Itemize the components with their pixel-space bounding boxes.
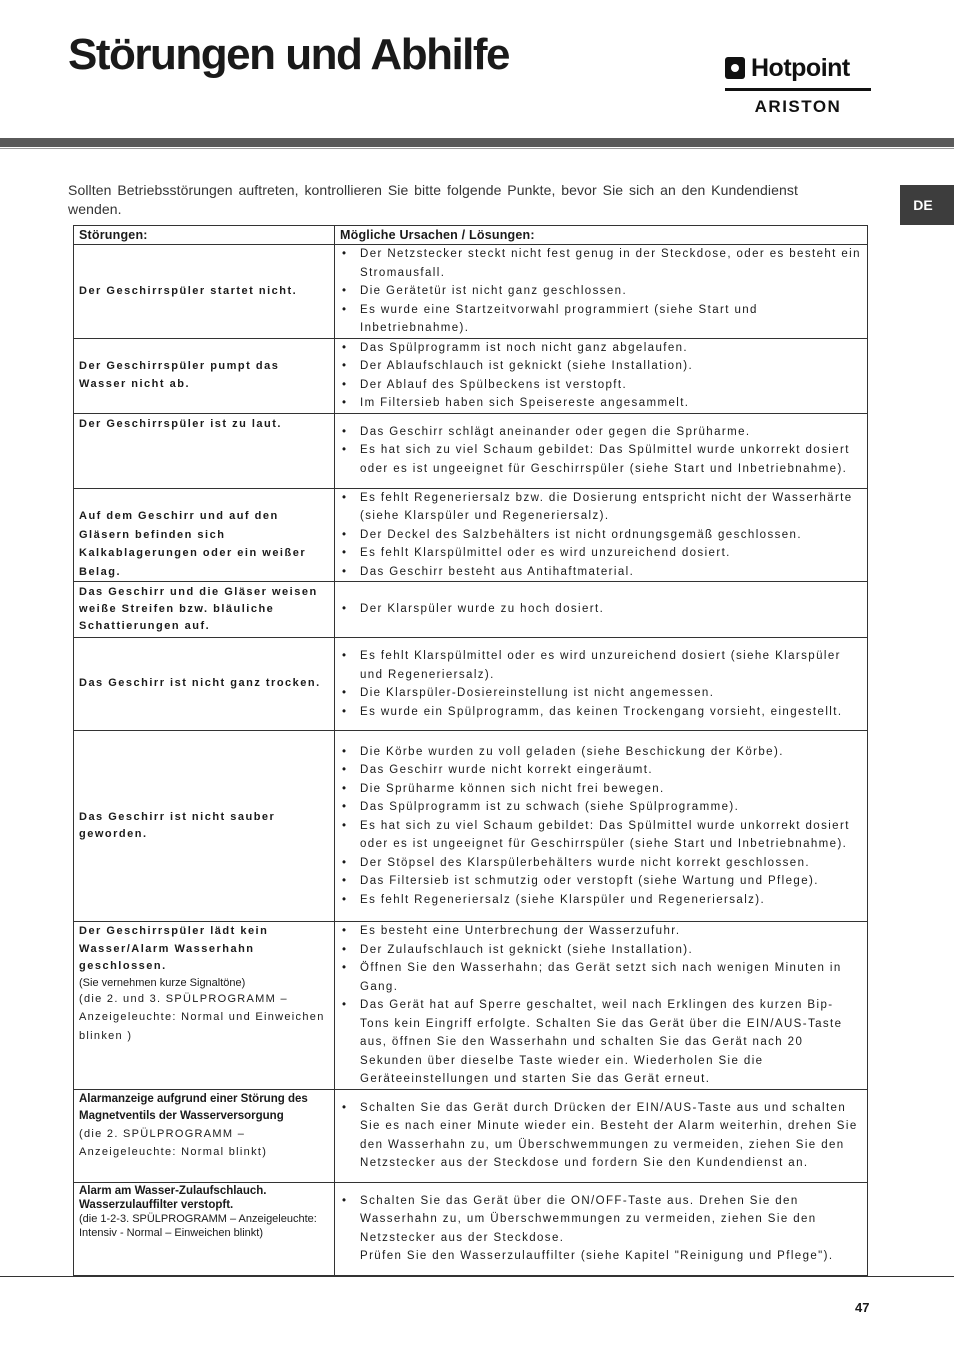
logo-divider	[725, 88, 871, 91]
problem-extra: (die 1-2-3. SPÜLPROGRAMM – Anzeigeleuchte: Intensiv - Normal – Einweichen blinkt)	[79, 1212, 317, 1239]
footer-rule	[0, 1276, 954, 1277]
table-row	[74, 338, 868, 413]
solution-item: • Im Filtersieb haben sich Speisereste angesammelt.	[340, 394, 862, 413]
solution-item: • Das Geschirr besteht aus Antihaftmaterial.	[340, 563, 862, 582]
table-row	[74, 1182, 868, 1275]
problem-text: Das Geschirr ist nicht ganz trocken.	[79, 677, 321, 690]
solution-cell	[335, 922, 868, 1090]
table-row	[74, 488, 868, 582]
problem-text: Das Geschirr und die Gläser weisen weiße Streifen bzw. bläuliche Schattierungen auf.	[79, 586, 318, 632]
problem-text: Auf dem Geschirr und auf den Gläsern befinden sich Kalkablagerungen oder ein weißer Belag.	[79, 510, 307, 578]
solution-item: • Es besteht eine Unterbrechung der Wasserzufuhr.	[340, 922, 862, 941]
solution-cell	[335, 731, 868, 922]
solution-item: • Schalten Sie das Gerät durch Drücken der EIN/AUS-Taste aus und schalten Sie es nach einer Minute wieder ein. Besteht der Alarm weiterhin, drehen Sie den Wasserhahn zu, um Überschwemmungen zu vermeiden, ziehen Sie den Netzstecker aus der Steckdose und fordern Sie den Kundendienst an.	[340, 1099, 862, 1173]
problem-cell	[74, 413, 335, 488]
solution-cell	[335, 1182, 868, 1275]
table-header-row	[74, 226, 868, 245]
solution-item: • Das Geschirr schlägt aneinander oder gegen die Sprüharme.	[340, 423, 862, 442]
table-row	[74, 582, 868, 638]
solution-item: • Das Geschirr wurde nicht korrekt eingeräumt.	[340, 761, 862, 780]
solution-item: • Der Ablauf des Spülbeckens ist verstopft.	[340, 376, 862, 395]
problem-text: Alarmanzeige aufgrund einer Störung des Magnetventils der Wasserversorgung	[79, 1092, 308, 1122]
solution-item: • Der Netzstecker steckt nicht fest genug in der Steckdose, oder es besteht ein Stromausfall.	[340, 245, 862, 282]
problem-cell	[74, 582, 335, 638]
brand-logo	[725, 52, 871, 118]
table-row	[74, 413, 868, 488]
solution-cell	[335, 245, 868, 339]
logo-brand-text: Hotpoint	[751, 53, 850, 82]
solution-item: • Der Deckel des Salzbehälters ist nicht ordnungsgemäß geschlossen.	[340, 526, 862, 545]
solution-item: • Der Stöpsel des Klarspülerbehälters wurde nicht korrekt geschlossen.	[340, 854, 862, 873]
solution-item: • Die Sprüharme können sich nicht frei bewegen.	[340, 780, 862, 799]
table-row	[74, 731, 868, 922]
solution-item: • Die Körbe wurden zu voll geladen (siehe Beschickung der Körbe).	[340, 743, 862, 762]
page-title: Störungen und Abhilfe	[68, 30, 510, 79]
problem-extra: (die 2. SPÜLPROGRAMM – Anzeigeleuchte: Normal blinkt)	[79, 1127, 268, 1158]
problem-cell	[74, 1089, 335, 1182]
solution-item: • Das Filtersieb ist schmutzig oder verstopft (siehe Wartung und Pflege).	[340, 872, 862, 891]
problem-text: Alarm am Wasser-Zulaufschlauch. Wasserzulauffilter verstopft.	[79, 1184, 267, 1211]
problem-cell	[74, 488, 335, 582]
solution-item: • Der Ablaufschlauch ist geknickt (siehe Installation).	[340, 357, 862, 376]
problem-cell	[74, 922, 335, 1090]
problem-text: Das Geschirr ist nicht sauber geworden.	[79, 810, 276, 840]
solution-item: • Schalten Sie das Gerät über die ON/OFF-Taste aus. Drehen Sie den Wasserhahn zu, um Überschwemmungen zu vermeiden, ziehen Sie den Netzstecker aus der Steckdose.	[340, 1192, 862, 1248]
hotpoint-logo-icon	[725, 57, 745, 79]
intro-text: Sollten Betriebsstörungen auftreten, kontrollieren Sie bitte folgende Punkte, bevor Sie sich an den Kundendienst wenden.	[68, 182, 798, 217]
solution-item: • Es hat sich zu viel Schaum gebildet: Das Spülmittel wurde unkorrekt dosiert oder es ist ungeeignet für Geschirrspüler (siehe Start und Inbetriebnahme).	[340, 441, 862, 478]
column-header-problem: Störungen:	[74, 226, 335, 245]
solution-item: • Die Gerätetür ist nicht ganz geschlossen.	[340, 282, 862, 301]
solution-cell	[335, 338, 868, 413]
solution-cell	[335, 638, 868, 731]
solution-item: • Die Klarspüler-Dosiereinstellung ist nicht angemessen.	[340, 684, 862, 703]
page-number: 47	[855, 1300, 870, 1315]
solution-item: • Es fehlt Regeneriersalz bzw. die Dosierung entspricht nicht der Wasserhärte (siehe Klarspüler und Regeneriersalz).	[340, 489, 862, 526]
solution-item: • Der Zulaufschlauch ist geknickt (siehe Installation).	[340, 941, 862, 960]
solution-item: • Öffnen Sie den Wasserhahn; das Gerät setzt sich nach wenigen Minuten in Gang.	[340, 959, 862, 996]
solution-cell	[335, 413, 868, 488]
solution-item: • Es hat sich zu viel Schaum gebildet: Das Spülmittel wurde unkorrekt dosiert oder es ist ungeeignet für Geschirrspüler (siehe Start und Inbetriebnahme).	[340, 817, 862, 854]
troubleshooting-table	[73, 225, 868, 1276]
solution-item: • Es wurde ein Spülprogramm, das keinen Trockengang vorsieht, eingestellt.	[340, 703, 862, 722]
problem-cell	[74, 338, 335, 413]
problem-note: (Sie vernehmen kurze Signaltöne)	[79, 976, 246, 989]
problem-text: Der Geschirrspüler ist zu laut.	[79, 417, 282, 430]
solution-cell	[335, 488, 868, 582]
problem-cell	[74, 731, 335, 922]
logo-sub-text: ARISTON	[754, 97, 842, 116]
table-row	[74, 245, 868, 339]
column-header-solution: Mögliche Ursachen / Lösungen:	[335, 226, 868, 245]
problem-text: Der Geschirrspüler lädt kein Wasser/Alarm Wasserhahn geschlossen.	[79, 925, 269, 972]
solution-item: • Das Spülprogramm ist noch nicht ganz abgelaufen.	[340, 339, 862, 358]
problem-cell	[74, 638, 335, 731]
table-row	[74, 638, 868, 731]
solution-item: • Es fehlt Klarspülmittel oder es wird unzureichend dosiert (siehe Klarspüler und Regeneriersalz).	[340, 647, 862, 684]
language-tab: DE	[900, 185, 954, 225]
solution-item: • Es wurde eine Startzeitvorwahl programmiert (siehe Start und Inbetriebnahme).	[340, 301, 862, 338]
solution-item: • Der Klarspüler wurde zu hoch dosiert.	[340, 600, 862, 619]
table-row	[74, 922, 868, 1090]
solution-extra: Prüfen Sie den Wasserzulauffilter (siehe Kapitel "Reinigung und Pflege").	[360, 1250, 834, 1262]
solution-item: • Das Spülprogramm ist zu schwach (siehe Spülprogramme).	[340, 798, 862, 817]
solution-cell	[335, 1089, 868, 1182]
solution-item: • Das Gerät hat auf Sperre geschaltet, weil nach Erklingen des kurzen Bip-Tons kein Eingriff erfolgte. Schalten Sie das Gerät über die EIN/AUS-Taste aus, öffnen Sie den Wasserhahn und schalten Sie das Gerät nach 20 Sekunden über dieselbe Taste wieder ein. Wiederholen Sie die Geräteeinstellungen und starten Sie das Gerät erneut.	[340, 996, 862, 1089]
problem-text: Der Geschirrspüler startet nicht.	[79, 284, 298, 297]
problem-extra: (die 2. und 3. SPÜLPROGRAMM – Anzeigeleuchte: Normal und Einweichen blinken )	[79, 992, 325, 1042]
solution-item: • Es fehlt Klarspülmittel oder es wird unzureichend dosiert.	[340, 544, 862, 563]
solution-item: • Es fehlt Regeneriersalz (siehe Klarspüler und Regeneriersalz).	[340, 891, 862, 910]
problem-cell	[74, 245, 335, 339]
header-rule	[0, 138, 954, 147]
problem-cell	[74, 1182, 335, 1275]
problem-text: Der Geschirrspüler pumpt das Wasser nicht ab.	[79, 360, 280, 390]
solution-cell	[335, 582, 868, 638]
table-row	[74, 1089, 868, 1182]
